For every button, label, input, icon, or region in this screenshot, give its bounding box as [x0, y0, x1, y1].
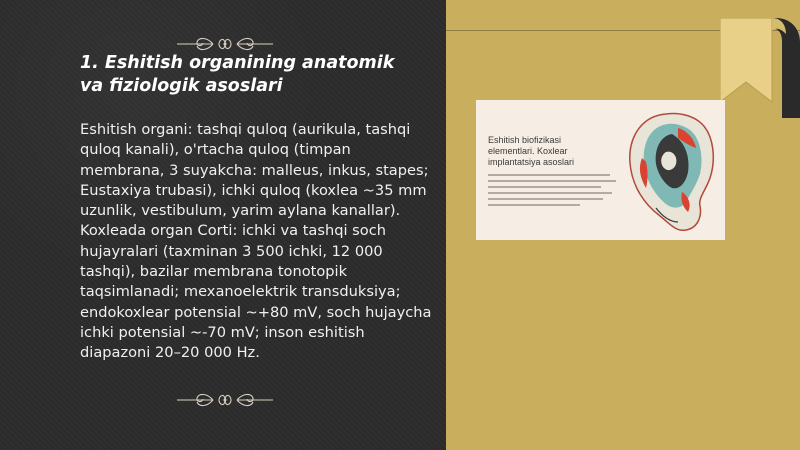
- folded-bookmark-icon: [720, 18, 800, 118]
- image-card-title: Eshitish biofizikasi elementlari. Koxlear implantatsiya asoslari: [488, 135, 575, 167]
- flourish-divider-icon: [175, 389, 275, 411]
- slide-title: 1. Eshitish organining anatomik va fiziologik asoslari: [80, 53, 395, 96]
- slide-body-text: Eshitish organi: tashqi quloq (aurikula, tashqi quloq kanali), o'rtacha quloq (timpan membrana, 3 suyakcha: malleus, inkus, stapes; Eustaxiya trubasi), ichki quloq (koxlea ~35 mm uzunlik, vestibulum, yarim aylana kanallar). Koxleada organ Corti: ichki va tashqi soch hujayralari (taxminan 3 500 ichki, 12 000 tashqi), bazilar membrana tonotopik taqsimlanadi; mexanoelektrik transduksiya; endokoxlear potensial ~+80 mV, soch hujaycha ichki potensial ~-70 mV; inson eshitish diapazoni 20–20 000 Hz.: [80, 121, 432, 362]
- image-card: [476, 100, 725, 240]
- ear-illustration: [616, 108, 721, 236]
- image-card-text-lines: [488, 174, 616, 210]
